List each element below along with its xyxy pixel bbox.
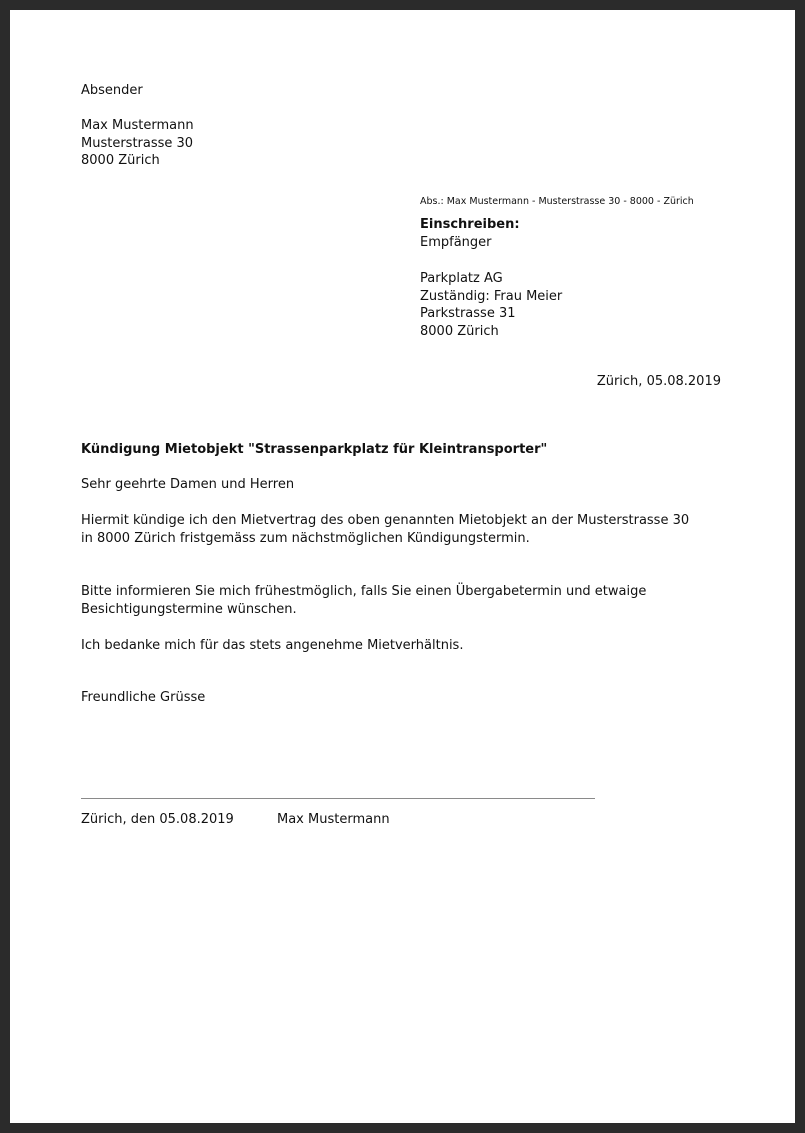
date-line: Zürich, 05.08.2019: [596, 374, 721, 389]
signature-place-date: Zürich, den 05.08.2019: [81, 812, 234, 827]
sender-name: Max Mustermann: [81, 118, 194, 133]
subject-line: Kündigung Mietobjekt "Strassenparkplatz für Kleintransporter": [81, 442, 548, 457]
recipient-label: Empfänger: [420, 235, 492, 250]
sender-address-block: [81, 117, 194, 170]
return-address-line: Abs.: Max Mustermann - Musterstrasse 30 - 8000 - Zürich: [420, 196, 694, 207]
signature-divider: [81, 798, 595, 799]
letter-sheet: [10, 10, 795, 1123]
recipient-street: Parkstrasse 31: [420, 306, 516, 321]
body-paragraph: Bitte informieren Sie mich frühestmöglich, falls Sie einen Übergabetermin und etwaige Besichtigungstermine wünschen.: [81, 584, 647, 617]
sender-street: Musterstrasse 30: [81, 135, 194, 151]
closing-phrase: Freundliche Grüsse: [81, 690, 206, 705]
signature-name: Max Mustermann: [277, 812, 390, 827]
salutation: Sehr geehrte Damen und Herren: [81, 477, 295, 492]
recipient-company: Parkplatz AG: [420, 271, 503, 286]
sender-label: Absender: [81, 83, 143, 98]
sender-city: 8000 Zürich: [81, 153, 160, 168]
body-paragraph: Ich bedanke mich für das stets angenehme Mietverhältnis.: [81, 638, 464, 653]
recipient-contact: Zuständig: Frau Meier: [420, 288, 563, 304]
recipient-city: 8000 Zürich: [420, 323, 499, 339]
recipient-address-block: [420, 270, 562, 340]
body-paragraph: Hiermit kündige ich den Mietvertrag des oben genannten Mietobjekt an der Musterstrasse 30 in 8000 Zürich fristgemäss zum nächstmöglichen Kündigungstermin.: [81, 513, 690, 546]
delivery-type-label: Einschreiben:: [420, 217, 520, 232]
